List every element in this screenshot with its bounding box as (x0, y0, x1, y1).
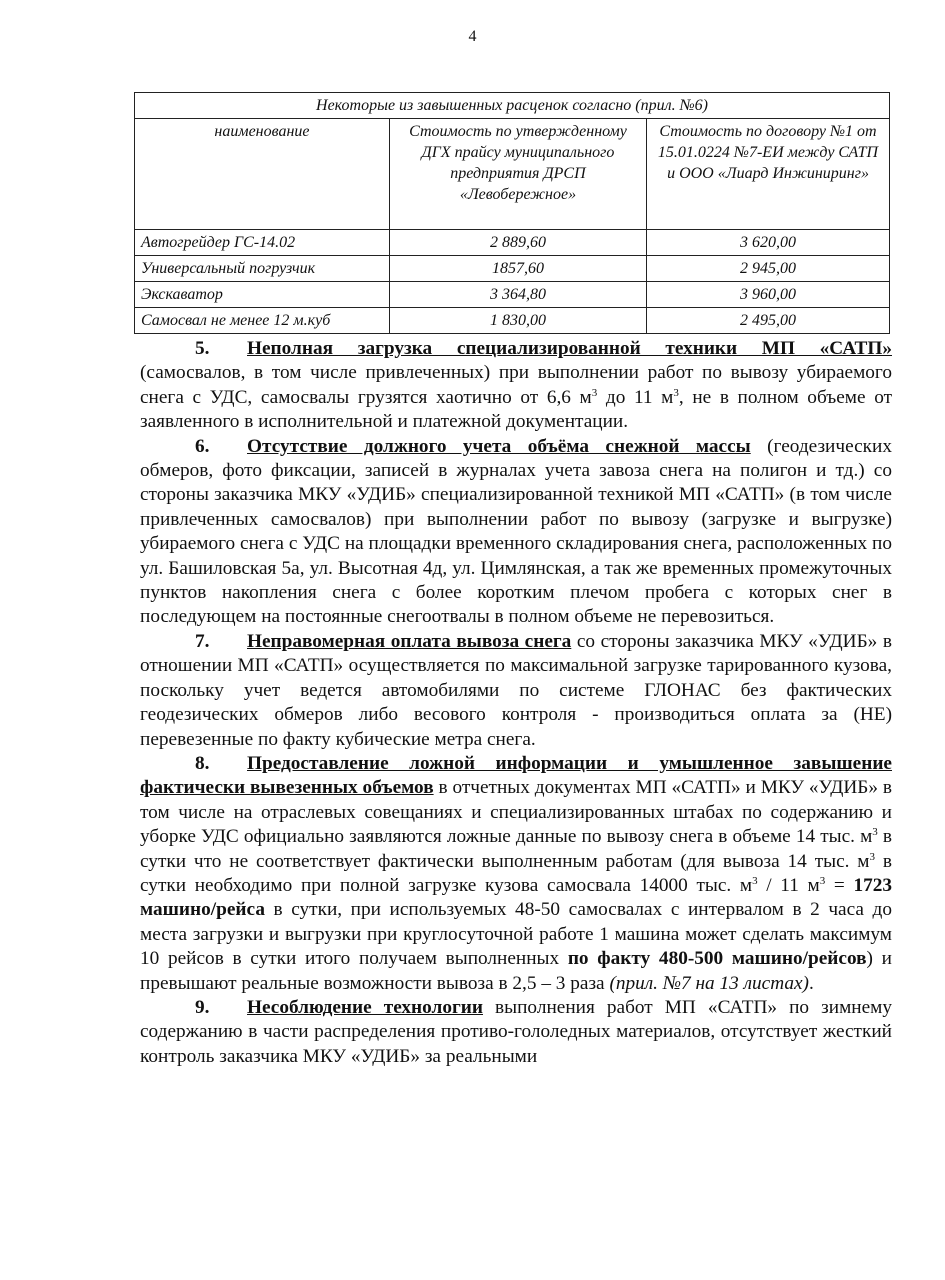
item-6-paragraph (140, 435, 892, 630)
item-number: 6. (195, 435, 210, 457)
item-text: в отчетных документах МП «САТП» и МКУ «УДИБ» в том числе на отраслевых совещаниях и специализированных штабах по содержанию и уборке УДС официально заявляются ложные данные по вывозу снега в объеме 14 тыс. м (140, 777, 892, 848)
item-text: / 11 м (757, 874, 820, 896)
item-text: ) и превышают реальные возможности вывоза в 2,5 – 3 раза (140, 948, 892, 994)
item-heading: Неправомерная оплата вывоза снега (247, 630, 572, 652)
bold-value: по факту 480-500 машино/рейсов (567, 948, 867, 970)
item-number: 7. (195, 630, 210, 652)
item-text: выполнения работ МП «САТП» по зимнему содержанию в части распределения противо-гололедных материалов, отсутствует жесткий контроль заказчика МКУ «УДИБ» за реальными (140, 996, 892, 1067)
row-dgh-price: 1 830,00 (389, 308, 646, 334)
item-5-paragraph (140, 337, 892, 435)
item-text: . (808, 972, 814, 994)
item-heading: Отсутствие должного учета объёма снежной массы (247, 435, 751, 457)
table-row (135, 230, 890, 256)
row-contract-price: 3 960,00 (647, 282, 890, 308)
item-text: со стороны заказчика МКУ «УДИБ» в отношении МП «САТП» осуществляется по максимальной загрузке тарированного кузова, поскольку учет ведется автомобилями по системе ГЛОНАС без фактических геодезических обмеров либо весового контроля - производиться оплата за (НЕ) перевезенные по факту кубические метра снега. (140, 630, 892, 750)
superscript: 3 (819, 874, 826, 887)
item-8-paragraph (140, 752, 892, 996)
item-text: до 11 м (597, 386, 674, 408)
superscript: 3 (752, 874, 758, 887)
row-contract-price: 3 620,00 (647, 230, 890, 256)
appendix-reference: (прил. №7 на 13 листах) (609, 972, 809, 994)
item-text: в сутки необходимо при полной загрузке кузова самосвала 14000 тыс. м (140, 850, 892, 896)
item-9-paragraph (140, 996, 892, 1069)
item-text: = (825, 874, 854, 896)
row-contract-price: 2 495,00 (647, 308, 890, 334)
table-header-dgh-price: Стоимость по утвержденному ДГХ прайсу муниципального предприятия ДРСП «Левобережное» (389, 119, 646, 230)
item-text: в сутки, при используемых 48-50 самосвалах с интервалом в 2 часа до места загрузки и выгрузки при круглосуточной работе 1 машина может сделать максимум 10 рейсов в сутки итого получаем выполненных (140, 899, 892, 970)
row-contract-price: 2 945,00 (647, 256, 890, 282)
row-name: Универсальный погрузчик (135, 256, 390, 282)
item-number: 9. (195, 996, 210, 1018)
table-caption: Некоторые из завышенных расценок согласно (прил. №6) (135, 93, 890, 119)
item-7-paragraph (140, 630, 892, 752)
superscript: 3 (673, 386, 679, 399)
table-row (135, 256, 890, 282)
item-text: (геодезических обмеров, фото фиксации, записей в журналах учета завоза снега на полигон и тд.) со стороны заказчика МКУ «УДИБ» специализированной техникой МП «САТП» (в том числе привлеченных самосвалов) при выполнении работ по вывозу (загрузке и выгрузке) убираемого снега с УДС на площадки временного складирования снега, расположенных по ул. Башиловская 5а, ул. Высотная 4д, ул. Цимлянская, а так же временных промежуточных пунктов накопления снега с более коротким плечом пробега с которых снег в последующем на постоянные снегоотвалы в полном объеме не перевозиться. (140, 435, 892, 628)
item-heading: Несоблюдение технологии (247, 996, 483, 1018)
superscript: 3 (869, 850, 876, 863)
item-heading: Неполная загрузка специализированной техники МП «САТП» (247, 338, 892, 359)
item-text: , не в полном объеме от заявленного в исполнительной и платежной документации. (140, 386, 893, 433)
item-number: 5. (195, 338, 210, 359)
row-dgh-price: 3 364,80 (389, 282, 646, 308)
superscript: 3 (872, 826, 878, 839)
item-heading: Предоставление ложной информации и умышленное завышение фактически вывезенных объемов (140, 752, 892, 799)
table-row (135, 308, 890, 334)
row-name: Самосвал не менее 12 м.куб (135, 308, 390, 334)
table-header-contract-price: Стоимость по договору №1 от 15.01.0224 №7-ЕИ между САТП и ООО «Лиард Инжиниринг» (647, 119, 890, 230)
item-text: в сутки что не соответствует фактически выполненным работам (для вывоза 14 тыс. м (140, 826, 892, 872)
row-name: Экскаватор (135, 282, 390, 308)
document-body (140, 337, 892, 1069)
item-text: (самосвалов, в том числе привлеченных) при выполнении работ по вывозу убираемого снега с УДС, самосвалы грузятся хаотично от 6,6 м (140, 362, 892, 408)
page-number: 4 (468, 28, 477, 45)
table-row (135, 282, 890, 308)
row-name: Автогрейдер ГС-14.02 (135, 230, 390, 256)
row-dgh-price: 2 889,60 (389, 230, 646, 256)
price-table (134, 92, 890, 334)
bold-value: 1723 машино/рейса (140, 874, 892, 921)
table-header-name: наименование (135, 119, 390, 230)
row-dgh-price: 1857,60 (389, 256, 646, 282)
superscript: 3 (591, 386, 598, 399)
item-number: 8. (195, 752, 210, 774)
